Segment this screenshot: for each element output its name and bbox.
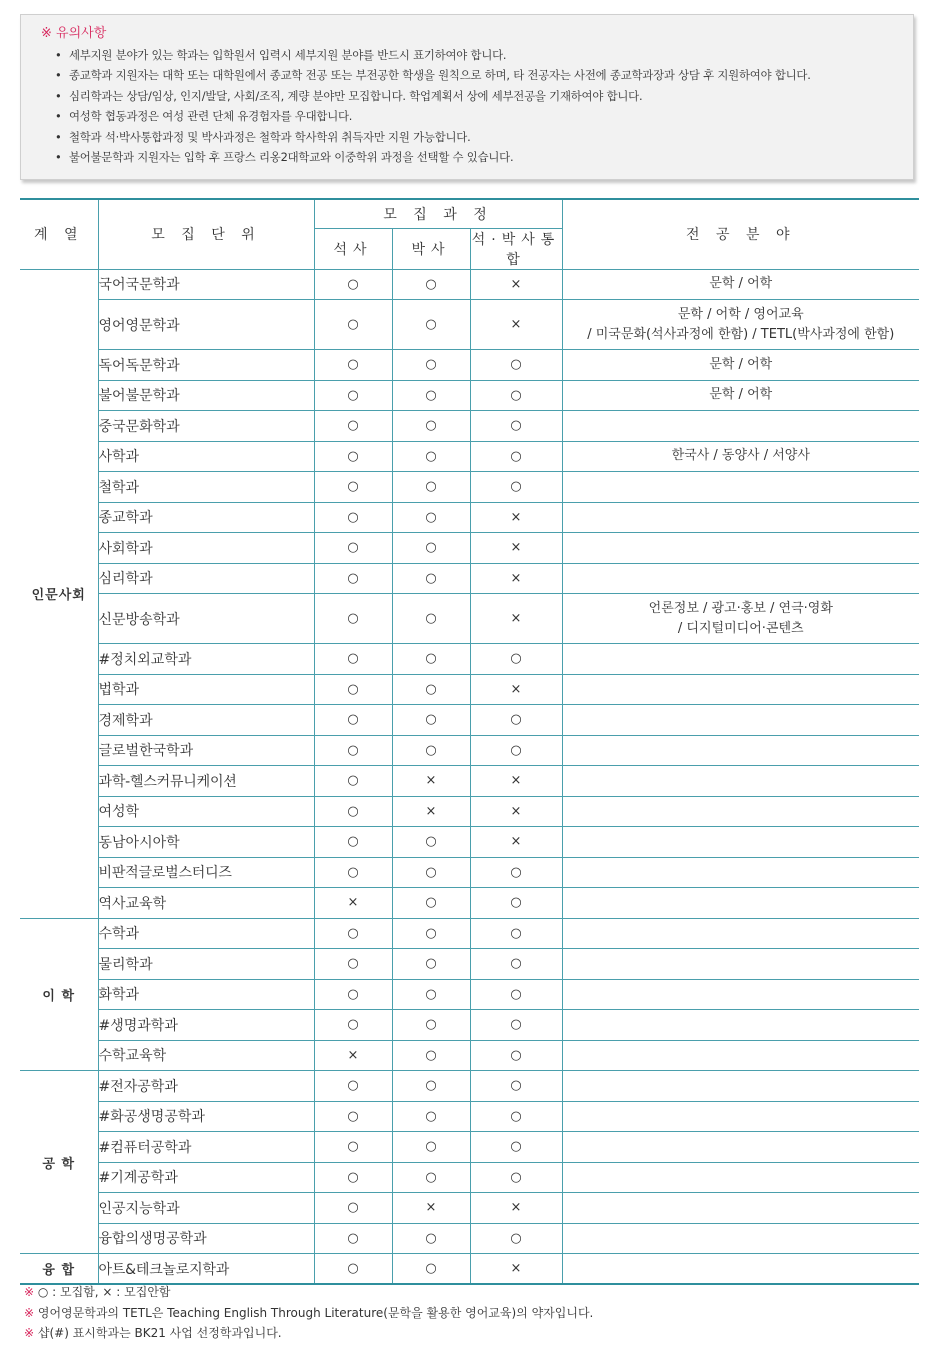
- unit-label: 사회학과: [98, 540, 153, 557]
- unit-label: 종교학과: [98, 510, 153, 527]
- doctoral-mark: ○: [392, 1162, 470, 1193]
- unit-label: 화학과: [98, 987, 140, 1004]
- unit-cell: [98, 380, 314, 411]
- masters-mark: ○: [314, 1010, 392, 1041]
- unit-cell: [98, 1071, 314, 1102]
- integrated-mark: ×: [470, 827, 562, 858]
- field-cell: [562, 705, 919, 736]
- unit-label: 아트&테크놀로지학과: [98, 1261, 230, 1278]
- unit-cell: [98, 766, 314, 797]
- masters-mark: ○: [314, 502, 392, 533]
- field-cell: [562, 411, 919, 442]
- integrated-mark: ○: [470, 918, 562, 949]
- table-row: [20, 979, 919, 1010]
- field-cell: [562, 472, 919, 503]
- field-cell: [562, 827, 919, 858]
- integrated-mark: ○: [470, 1132, 562, 1163]
- masters-mark: ○: [314, 1254, 392, 1285]
- unit-label: 물리학과: [98, 956, 153, 973]
- unit-cell: [98, 735, 314, 766]
- header-integrated: 석·박사통합: [470, 228, 562, 269]
- integrated-mark: ×: [470, 594, 562, 644]
- program-table: [20, 198, 919, 1285]
- field-cell: [562, 1101, 919, 1132]
- integrated-mark: ×: [470, 766, 562, 797]
- doctoral-mark: ○: [392, 411, 470, 442]
- table-row: [20, 674, 919, 705]
- masters-mark: ○: [314, 796, 392, 827]
- field-cell: [562, 502, 919, 533]
- notice-item: • 철학과 석·박사통합과정 및 박사과정은 철학과 학사학위 취득자만 지원 가능합니다.: [55, 129, 471, 144]
- masters-mark: ○: [314, 441, 392, 472]
- field-cell: [562, 300, 919, 350]
- integrated-mark: ○: [470, 1071, 562, 1102]
- doctoral-mark: ○: [392, 705, 470, 736]
- table-row: [20, 1071, 919, 1102]
- table-body: [20, 269, 919, 1284]
- masters-mark: ○: [314, 472, 392, 503]
- unit-label: #정치외교학과: [98, 651, 192, 668]
- integrated-mark: ×: [470, 563, 562, 594]
- doctoral-mark: ○: [392, 472, 470, 503]
- field-cell: [562, 1254, 919, 1285]
- field-cell: [562, 594, 919, 644]
- notice-title: ※ 유의사항: [41, 26, 107, 41]
- unit-label: 불어불문학과: [98, 388, 180, 405]
- integrated-mark: ×: [470, 1254, 562, 1285]
- integrated-mark: ×: [470, 502, 562, 533]
- field-cell: [562, 1040, 919, 1071]
- table-row: [20, 644, 919, 675]
- notice-list: [39, 45, 895, 167]
- category-cell: 이 학: [20, 918, 98, 1071]
- unit-cell: [98, 827, 314, 858]
- field-line: 문학 / 어학 / 영어교육: [677, 306, 804, 322]
- masters-mark: ○: [314, 1223, 392, 1254]
- doctoral-mark: ○: [392, 1010, 470, 1041]
- header-masters: 석사: [314, 228, 392, 269]
- field-cell: [562, 1010, 919, 1041]
- integrated-mark: ○: [470, 1101, 562, 1132]
- unit-label: #화공생명공학과: [98, 1109, 205, 1126]
- doctoral-mark: ○: [392, 350, 470, 381]
- unit-cell: [98, 1162, 314, 1193]
- unit-cell: [98, 502, 314, 533]
- unit-label: #전자공학과: [98, 1078, 178, 1095]
- unit-cell: [98, 918, 314, 949]
- category-cell: 공 학: [20, 1071, 98, 1254]
- footnote-bk21: ※ 샵(#) 표시학과는 BK21 사업 선정학과입니다.: [24, 1326, 282, 1340]
- category-cell: 인문사회: [20, 269, 98, 918]
- unit-cell: [98, 644, 314, 675]
- unit-cell: [98, 472, 314, 503]
- table-row: [20, 827, 919, 858]
- unit-cell: [98, 411, 314, 442]
- table-row: [20, 411, 919, 442]
- masters-mark: ○: [314, 533, 392, 564]
- table-row: [20, 472, 919, 503]
- unit-cell: [98, 563, 314, 594]
- unit-label: 역사교육학: [98, 895, 167, 912]
- masters-mark: ○: [314, 827, 392, 858]
- masters-mark: ○: [314, 1193, 392, 1224]
- doctoral-mark: ○: [392, 1223, 470, 1254]
- field-line: 문학 / 어학: [709, 276, 773, 292]
- field-cell: [562, 766, 919, 797]
- footnote-tetl: ※ 영어영문학과의 TETL은 Teaching English Through Literature(문학을 활용한 영어교육)의 약자입니다.: [24, 1305, 594, 1320]
- footnote-legend: ※ ○ : 모집함, × : 모집안함: [24, 1285, 171, 1299]
- integrated-mark: ○: [470, 888, 562, 919]
- table-row: [20, 1040, 919, 1071]
- masters-mark: ○: [314, 674, 392, 705]
- field-cell: [562, 674, 919, 705]
- unit-cell: [98, 1193, 314, 1224]
- table-row: [20, 796, 919, 827]
- unit-cell: [98, 857, 314, 888]
- unit-cell: [98, 533, 314, 564]
- unit-cell: [98, 1040, 314, 1071]
- field-cell: [562, 735, 919, 766]
- masters-mark: ○: [314, 949, 392, 980]
- header-field: 전 공 분 야: [562, 199, 919, 269]
- masters-mark: ○: [314, 705, 392, 736]
- doctoral-mark: ○: [392, 1040, 470, 1071]
- unit-label: 법학과: [98, 682, 140, 699]
- field-cell: [562, 918, 919, 949]
- masters-mark: ○: [314, 857, 392, 888]
- masters-mark: ○: [314, 380, 392, 411]
- doctoral-mark: ○: [392, 1101, 470, 1132]
- doctoral-mark: ○: [392, 949, 470, 980]
- doctoral-mark: ○: [392, 563, 470, 594]
- masters-mark: ○: [314, 594, 392, 644]
- unit-label: 국어국문학과: [98, 277, 180, 294]
- table-row: [20, 705, 919, 736]
- integrated-mark: ×: [470, 533, 562, 564]
- integrated-mark: ○: [470, 472, 562, 503]
- unit-label: 영어영문학과: [98, 317, 180, 334]
- unit-label: 글로벌한국학과: [98, 743, 194, 760]
- doctoral-mark: ○: [392, 441, 470, 472]
- unit-cell: [98, 1101, 314, 1132]
- doctoral-mark: ○: [392, 644, 470, 675]
- unit-label: 비판적글로벌스터디즈: [98, 865, 232, 882]
- masters-mark: ○: [314, 300, 392, 350]
- doctoral-mark: ×: [392, 796, 470, 827]
- table-row: [20, 949, 919, 980]
- notice-item: • 여성학 협동과정은 여성 관련 단체 유경험자를 우대합니다.: [55, 109, 353, 124]
- unit-label: #기계공학과: [98, 1170, 178, 1187]
- integrated-mark: ○: [470, 441, 562, 472]
- masters-mark: ○: [314, 563, 392, 594]
- integrated-mark: ○: [470, 857, 562, 888]
- table-row: [20, 441, 919, 472]
- masters-mark: ○: [314, 1071, 392, 1102]
- integrated-mark: ○: [470, 1223, 562, 1254]
- unit-label: 여성학: [98, 804, 140, 821]
- masters-mark: ○: [314, 766, 392, 797]
- category-cell: 융 합: [20, 1254, 98, 1285]
- integrated-mark: ○: [470, 949, 562, 980]
- table-row: [20, 502, 919, 533]
- field-line: 문학 / 어학: [709, 387, 773, 403]
- table-row: [20, 1193, 919, 1224]
- integrated-mark: ×: [470, 674, 562, 705]
- unit-cell: [98, 350, 314, 381]
- doctoral-mark: ○: [392, 269, 470, 300]
- header-category: 계 열: [20, 199, 98, 269]
- table-row: [20, 1223, 919, 1254]
- field-cell: [562, 1162, 919, 1193]
- doctoral-mark: ○: [392, 1132, 470, 1163]
- doctoral-mark: ○: [392, 533, 470, 564]
- unit-label: 인공지능학과: [98, 1200, 180, 1217]
- integrated-mark: ○: [470, 1040, 562, 1071]
- integrated-mark: ×: [470, 1193, 562, 1224]
- table-row: [20, 533, 919, 564]
- doctoral-mark: ○: [392, 979, 470, 1010]
- notice-item: • 불어불문학과 지원자는 입학 후 프랑스 리옹2대학교와 이중학위 과정을 선택할 수 있습니다.: [55, 150, 514, 165]
- doctoral-mark: ○: [392, 502, 470, 533]
- unit-label: #생명과학과: [98, 1017, 178, 1034]
- table-row: [20, 300, 919, 350]
- notice-box: [20, 14, 914, 180]
- field-cell: [562, 533, 919, 564]
- unit-label: 수학교육학: [98, 1048, 167, 1065]
- footnotes: [24, 1282, 593, 1344]
- doctoral-mark: ×: [392, 766, 470, 797]
- unit-cell: [98, 1223, 314, 1254]
- masters-mark: ○: [314, 269, 392, 300]
- field-cell: [562, 1071, 919, 1102]
- integrated-mark: ×: [470, 300, 562, 350]
- masters-mark: ○: [314, 918, 392, 949]
- notice-item: • 심리학과는 상담/임상, 인지/발달, 사회/조직, 계량 분야만 모집합니다. 학업계획서 상에 세부전공을 기재하여야 합니다.: [55, 88, 643, 103]
- doctoral-mark: ○: [392, 594, 470, 644]
- unit-label: 철학과: [98, 479, 140, 496]
- field-cell: [562, 441, 919, 472]
- integrated-mark: ○: [470, 1010, 562, 1041]
- table-row: [20, 1162, 919, 1193]
- field-cell: [562, 949, 919, 980]
- integrated-mark: ○: [470, 380, 562, 411]
- unit-cell: [98, 705, 314, 736]
- unit-label: #컴퓨터공학과: [98, 1139, 192, 1156]
- field-cell: [562, 857, 919, 888]
- field-cell: [562, 1193, 919, 1224]
- unit-cell: [98, 1132, 314, 1163]
- doctoral-mark: ○: [392, 1071, 470, 1102]
- masters-mark: ○: [314, 735, 392, 766]
- field-cell: [562, 796, 919, 827]
- table-row: [20, 1254, 919, 1285]
- unit-cell: [98, 796, 314, 827]
- integrated-mark: ○: [470, 644, 562, 675]
- masters-mark: ○: [314, 644, 392, 675]
- field-cell: [562, 1223, 919, 1254]
- table-row: [20, 735, 919, 766]
- field-cell: [562, 563, 919, 594]
- integrated-mark: ×: [470, 269, 562, 300]
- field-line: / 디지털미디어·콘텐츠: [677, 620, 804, 636]
- unit-cell: [98, 594, 314, 644]
- doctoral-mark: ○: [392, 735, 470, 766]
- masters-mark: ○: [314, 1162, 392, 1193]
- integrated-mark: ○: [470, 735, 562, 766]
- field-cell: [562, 380, 919, 411]
- unit-label: 경제학과: [98, 712, 153, 729]
- masters-mark: ×: [314, 1040, 392, 1071]
- doctoral-mark: ○: [392, 674, 470, 705]
- doctoral-mark: ○: [392, 857, 470, 888]
- header-program: 모 집 과 정: [314, 199, 562, 228]
- unit-cell: [98, 888, 314, 919]
- field-line: / 미국문화(석사과정에 한함) / TETL(박사과정에 한함): [587, 326, 895, 342]
- field-cell: [562, 350, 919, 381]
- unit-label: 융합의생명공학과: [98, 1231, 207, 1248]
- unit-cell: [98, 269, 314, 300]
- unit-cell: [98, 979, 314, 1010]
- unit-label: 독어독문학과: [98, 357, 180, 374]
- unit-label: 수학과: [98, 926, 140, 943]
- doctoral-mark: ○: [392, 827, 470, 858]
- field-cell: [562, 644, 919, 675]
- field-line: 문학 / 어학: [709, 356, 773, 372]
- masters-mark: ○: [314, 411, 392, 442]
- integrated-mark: ○: [470, 705, 562, 736]
- header-doctoral: 박사: [392, 228, 470, 269]
- unit-cell: [98, 1010, 314, 1041]
- field-cell: [562, 1132, 919, 1163]
- table-row: [20, 888, 919, 919]
- unit-label: 심리학과: [98, 571, 153, 588]
- table-row: [20, 766, 919, 797]
- table-row: [20, 1101, 919, 1132]
- table-row: [20, 269, 919, 300]
- table-row: [20, 380, 919, 411]
- field-line: 한국사 / 동양사 / 서양사: [671, 448, 810, 464]
- table-row: [20, 1132, 919, 1163]
- unit-label: 동남아시아학: [98, 834, 180, 851]
- notice-item: • 종교학과 지원자는 대학 또는 대학원에서 종교학 전공 또는 부전공한 학생을 원칙으로 하며, 타 전공자는 사전에 종교학과장과 상담 후 지원하여야 합니다.: [55, 68, 811, 83]
- integrated-mark: ○: [470, 1162, 562, 1193]
- masters-mark: ○: [314, 350, 392, 381]
- unit-label: 사학과: [98, 449, 140, 466]
- table-row: [20, 594, 919, 644]
- table-row: [20, 1010, 919, 1041]
- integrated-mark: ○: [470, 979, 562, 1010]
- unit-cell: [98, 300, 314, 350]
- integrated-mark: ○: [470, 411, 562, 442]
- doctoral-mark: ×: [392, 1193, 470, 1224]
- unit-label: 신문방송학과: [98, 611, 180, 628]
- masters-mark: ○: [314, 1132, 392, 1163]
- notice-item: • 세부지원 분야가 있는 학과는 입학원서 입력시 세부지원 분야를 반드시 표기하여야 합니다.: [55, 48, 507, 62]
- doctoral-mark: ○: [392, 380, 470, 411]
- integrated-mark: ○: [470, 350, 562, 381]
- field-cell: [562, 888, 919, 919]
- doctoral-mark: ○: [392, 918, 470, 949]
- unit-label: 중국문화학과: [98, 418, 180, 435]
- field-cell: [562, 979, 919, 1010]
- table-row: [20, 857, 919, 888]
- header-unit: 모 집 단 위: [98, 199, 314, 269]
- field-line: 언론정보 / 광고·홍보 / 연극·영화: [648, 600, 833, 616]
- table-row: [20, 350, 919, 381]
- doctoral-mark: ○: [392, 1254, 470, 1285]
- table-row: [20, 918, 919, 949]
- table-row: [20, 563, 919, 594]
- integrated-mark: ×: [470, 796, 562, 827]
- doctoral-mark: ○: [392, 300, 470, 350]
- unit-cell: [98, 441, 314, 472]
- unit-cell: [98, 949, 314, 980]
- unit-cell: [98, 674, 314, 705]
- unit-cell: [98, 1254, 314, 1285]
- field-cell: [562, 269, 919, 300]
- masters-mark: ×: [314, 888, 392, 919]
- doctoral-mark: ○: [392, 888, 470, 919]
- masters-mark: ○: [314, 1101, 392, 1132]
- masters-mark: ○: [314, 979, 392, 1010]
- unit-label: 과학-헬스커뮤니케이션: [98, 773, 237, 790]
